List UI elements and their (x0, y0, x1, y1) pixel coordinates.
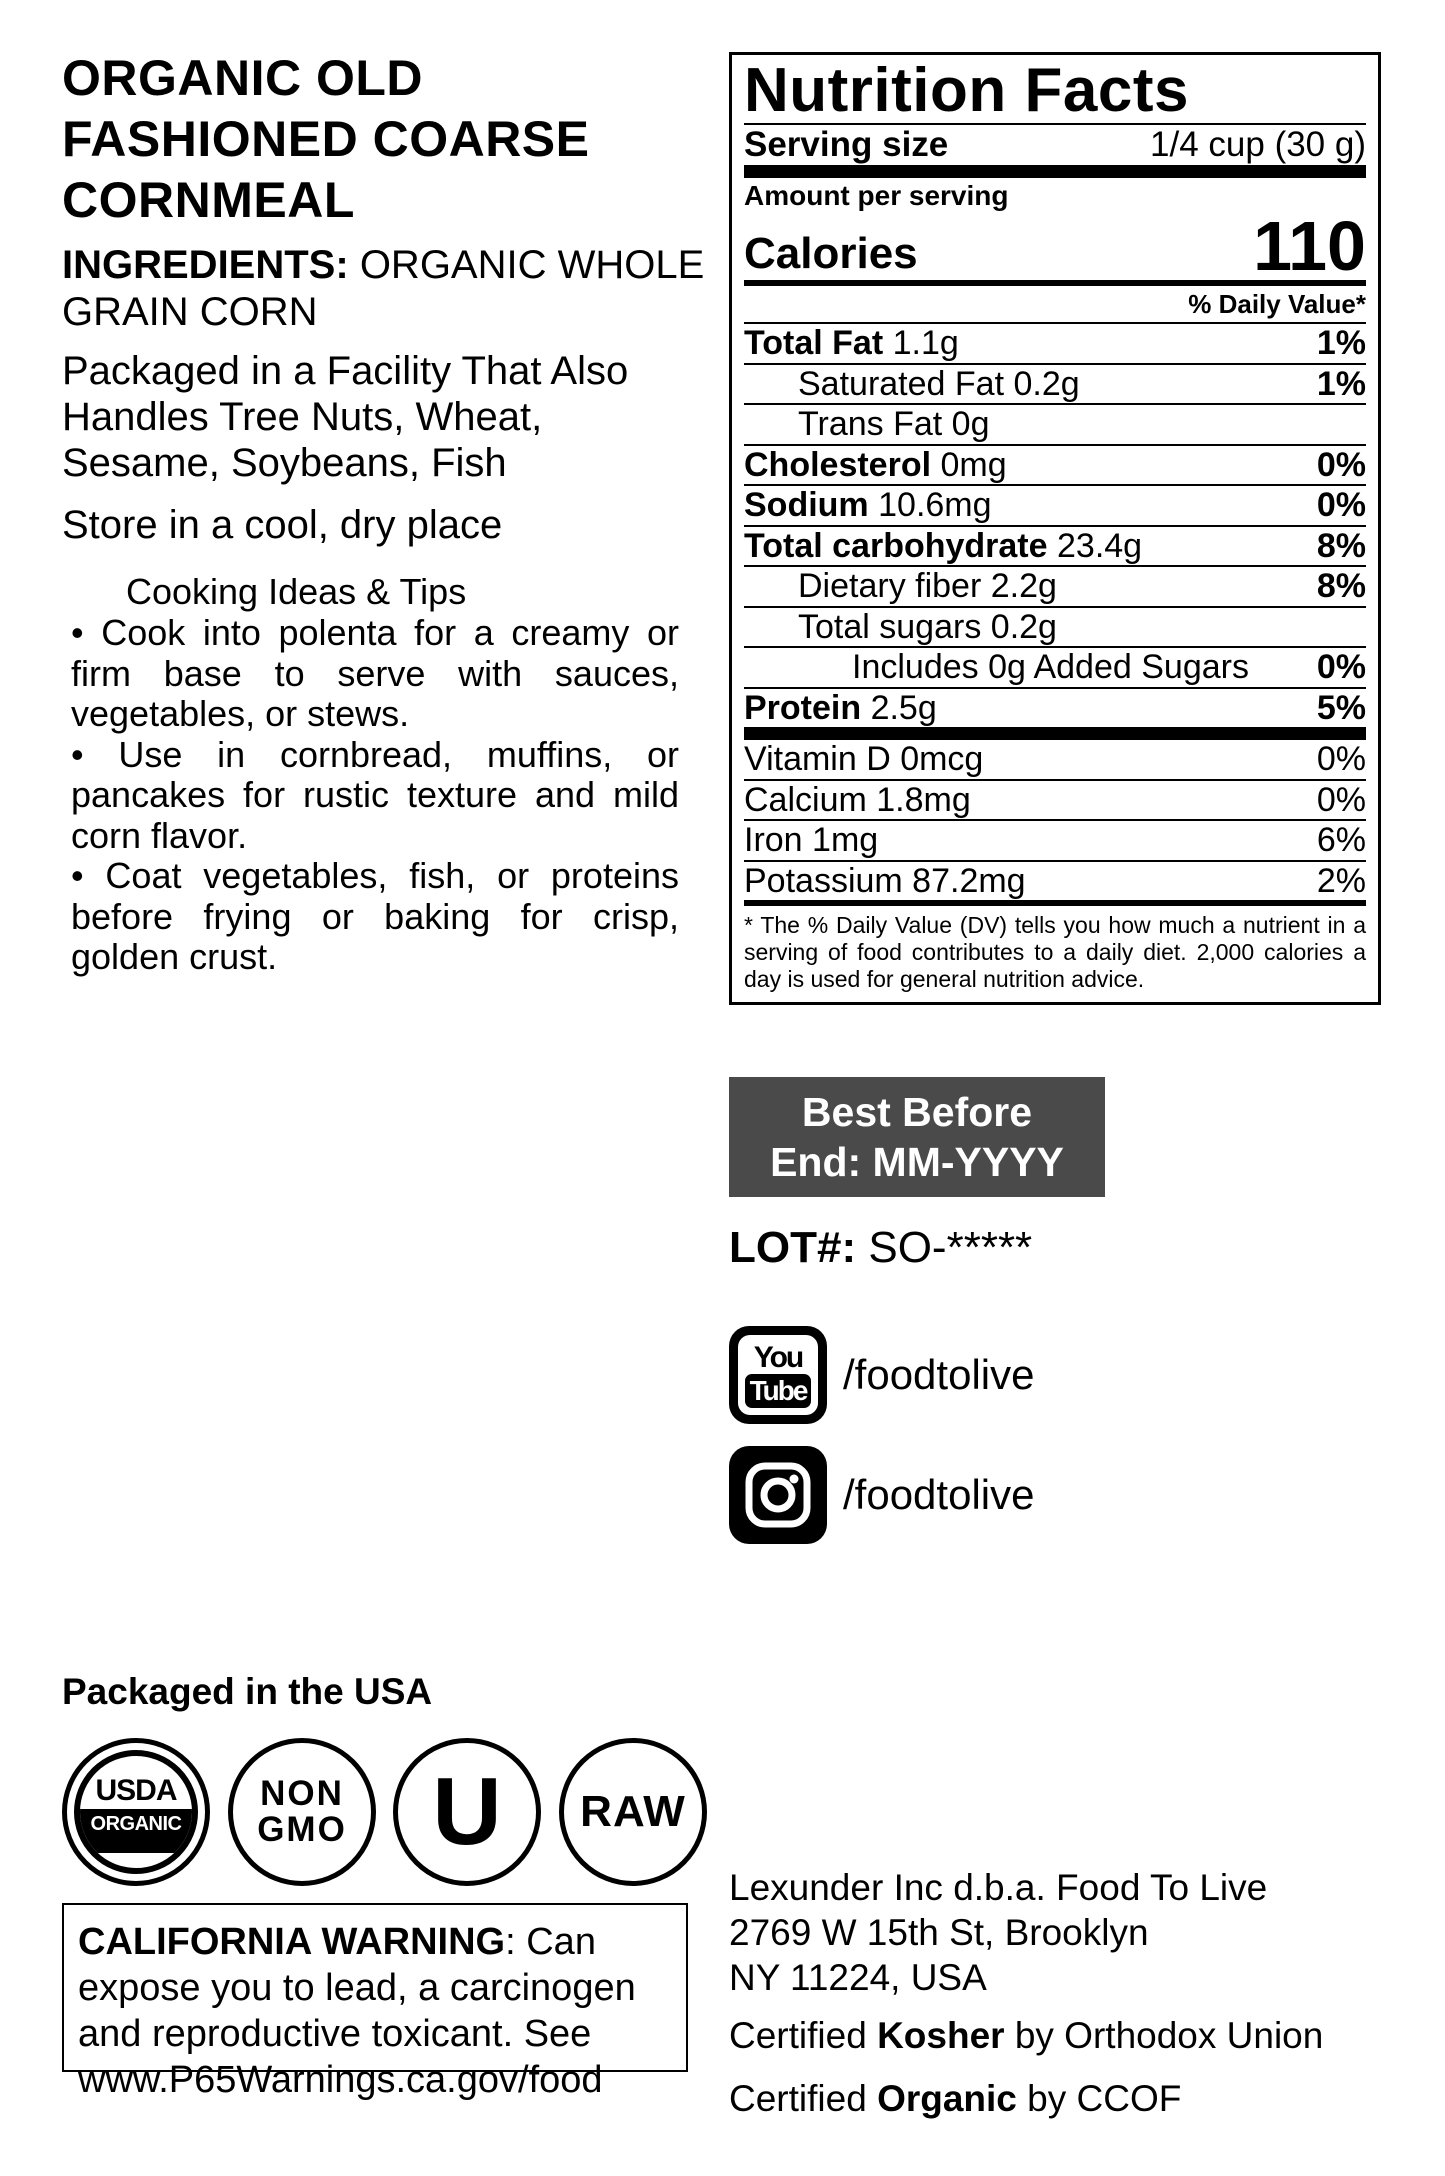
nutrient-row-sodium: Sodium 10.6mg 0% (744, 486, 1366, 525)
product-title-line: FASHIONED COARSE (62, 111, 590, 167)
instagram-icon (729, 1446, 827, 1544)
nutrient-row-total-carbohydrate: Total carbohydrate 23.4g 8% (744, 526, 1366, 565)
company-address: Lexunder Inc d.b.a. Food To Live 2769 W 15th St, Brooklyn NY 11224, USA (729, 1867, 1268, 1998)
ingredients (62, 242, 722, 336)
calories-value: 110 (1253, 207, 1366, 285)
lot-number (729, 1222, 1032, 1274)
non-gmo-line: GMO (257, 1810, 347, 1849)
tips-list (71, 613, 679, 978)
nutrient-row-cholesterol: Cholesterol 0mg 0% (744, 445, 1366, 484)
kosher-ou-badge: U (393, 1738, 541, 1886)
kosher-certification: Certified Kosher by Orthodox Union (729, 2015, 1324, 2056)
non-gmo-line: NON (260, 1774, 344, 1813)
youtube-icon: You Tube (729, 1326, 827, 1424)
instagram-handle[interactable]: /foodtolive (843, 1471, 1035, 1518)
youtube-handle[interactable]: /foodtolive (843, 1351, 1035, 1398)
tip-item: • Use in cornbread, muffins, or pancakes for rustic texture and mild corn flavor. (71, 733, 679, 856)
tip-item: • Coat vegetables, fish, or proteins before frying or baking for crisp, golden crust. (71, 855, 679, 977)
lot-value: SO-***** (868, 1223, 1033, 1272)
storage-instructions: Store in a cool, dry place (62, 503, 503, 547)
organic-certification: Certified Organic by CCOF (729, 2078, 1182, 2119)
nutrient-row-added-sugars: Includes 0g Added Sugars 0% (852, 648, 1366, 687)
ingredients-text: ORGANIC WHOLE GRAIN CORN (62, 243, 705, 334)
nutrient-row-dietary-fiber: Dietary fiber 2.2g 8% (798, 567, 1366, 606)
tips-heading: Cooking Ideas & Tips (126, 571, 467, 612)
serving-size-label: Serving size (744, 125, 949, 164)
product-title-line: ORGANIC OLD (62, 50, 424, 106)
nutrient-row-protein: Protein 2.5g 5% (744, 688, 1366, 727)
daily-value-header: % Daily Value* (1188, 289, 1366, 319)
warning-label: CALIFORNIA WARNING (78, 1921, 506, 1963)
nutrient-row-saturated-fat: Saturated Fat 0.2g 1% (798, 364, 1366, 403)
nutrition-title: Nutrition Facts (744, 56, 1189, 125)
packaged-in-usa: Packaged in the USA (62, 1671, 433, 1712)
amount-per-serving-label: Amount per serving (744, 180, 1009, 211)
nutrient-row-total-fat: Total Fat 1.1g 1% (744, 324, 1366, 363)
nutrient-row-trans-fat: Trans Fat 0g (798, 405, 990, 444)
daily-value-footnote: * The % Daily Value (DV) tells you how much a nutrient in a serving of food contributes to a daily diet. 2,000 calories a day is used for general nutrition advice. (744, 912, 1366, 992)
best-before-date: End: MM-YYYY (770, 1139, 1064, 1185)
organic-badge-text: ORGANIC (80, 1809, 192, 1853)
best-before-line: Best Before (801, 1089, 1033, 1135)
california-warning (62, 1903, 688, 2101)
ingredients-label: INGREDIENTS: (62, 243, 349, 287)
usda-organic-badge (62, 1738, 210, 1886)
usda-badge-text: USDA (95, 1774, 177, 1807)
lot-label: LOT#: (729, 1223, 857, 1272)
raw-badge: RAW (559, 1738, 707, 1886)
nutrient-row-total-sugars: Total sugars 0.2g (798, 607, 1057, 646)
product-title-line: CORNMEAL (62, 172, 355, 228)
vitamin-row-calcium: Calcium 1.8mg 0% (744, 780, 1366, 819)
allergen-statement: Packaged in a Facility That Also Handles Tree Nuts, Wheat, Sesame, Soybeans, Fish (62, 349, 629, 485)
nutrition-facts-panel (729, 52, 1381, 1005)
vitamin-row-iron: Iron 1mg 6% (744, 821, 1366, 860)
serving-size-value: 1/4 cup (30 g) (1150, 125, 1366, 164)
tip-item: • Cook into polenta for a creamy or firm base to serve with sauces, vegetables, or stews. (71, 612, 679, 734)
warning-text: : Can expose you to lead, a carcinogen and reproductive toxicant. See www.P65Warnings.ca.gov/food (78, 1921, 636, 2101)
calories-row (744, 207, 1366, 285)
non-gmo-badge (228, 1738, 376, 1886)
vitamin-row-vitamin-d: Vitamin D 0mcg 0% (744, 740, 1366, 779)
product-title (62, 48, 702, 231)
serving-size-row (744, 125, 1366, 165)
calories-label: Calories (744, 229, 918, 278)
best-before-box (729, 1077, 1105, 1197)
vitamin-row-potassium: Potassium 87.2mg 2% (744, 861, 1366, 900)
